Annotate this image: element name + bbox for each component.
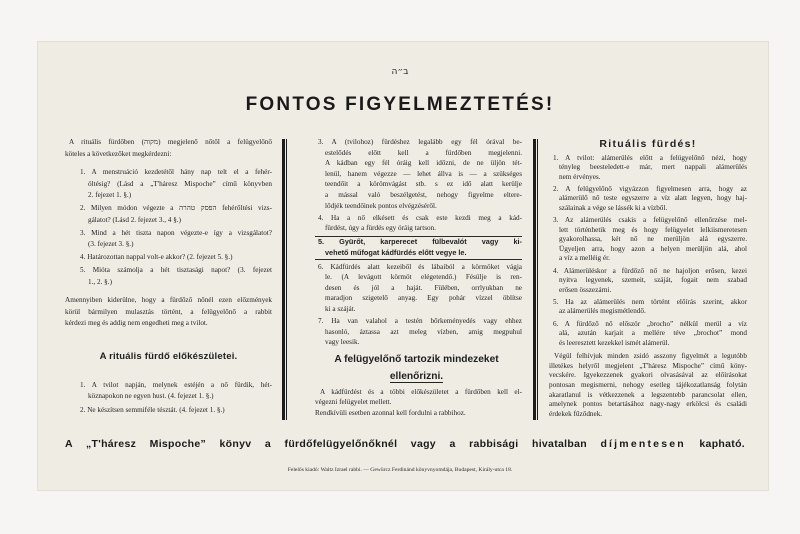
text-line: kérdezi meg és addig nem engedheti meg a tvilot. [65,319,208,327]
column-divider-left [282,139,287,420]
availability-notice-emphasis: díjmentesen [600,438,686,450]
text-line: nyitva legyenek, szemeit, száját, fogait nem szabad [559,276,747,285]
preparation-item-1 [65,380,272,403]
text-line: 1., 2. §.) [88,277,112,286]
text-line: öltésig? (Lásd a „T'háresz Mispoche” című könyvben [88,179,272,188]
text-line: maradjon szigetelő anyag. Egy pohár vízzel öblítse [325,294,522,303]
text-line: 4. Ha a nő elkésett és csak este kezdi meg a kád- [318,213,522,222]
text-line: köteles a következőket megkérdezni: [65,149,172,158]
supervisor-heading-line-2-wrap [301,368,532,385]
text-line: 5. Gyürőt, karperecet fülbevalót vagy ki- [318,237,522,247]
text-line: vecskére. Igyekezzenek gyakori olvasásával az előírásokat [549,371,747,380]
hebrew-header: ב״ה [391,67,409,77]
text-line: 6. Kádfürdés alatt kezeiből és lábaiból a körmöket vágja [318,262,522,271]
page-title: FONTOS FIGYELMEZTETÉS! [245,94,555,115]
text-line: gyakorolhassa, két nő ne merüljön alá egyszerre. [559,235,747,244]
preparation-item-2 [65,405,272,417]
text-line: illetékes helyről megjelent „T'háresz Mispoche” című köny- [549,361,747,370]
text-line: 1. A menstruáció kezdetétől hány nap telt el a fehér- [80,168,272,176]
text-line: 4. Határozottan nappal volt-e akkor? (2. fejezet 5. §.) [80,253,233,261]
text-line: 2. fejezet 1. §.) [88,191,132,199]
text-line: alá, azután karjait a mellére téve „brochot” mond [559,329,747,338]
text-line: 3. Az alámerülés csakis a felügyelőnő ellenőrzése mel- [553,216,747,225]
left-column [65,137,272,416]
immersion-item-4 [549,267,747,296]
availability-notice-text: A „T'háresz Mispoche” könyv a fürdőfelügyelőnőknél vagy a rabbisági hivatalban [65,438,587,450]
text-line: A kádfürdést és a többi előkészületet a fürdőben kell el- [320,387,522,396]
text-line: 3. Mind a hét tiszta napon végezte-e így a vizsgálatot? [80,228,272,237]
text-line: 1. A tvilot: alámerülés előtt a felügyelőnő nézi, hogy [553,153,747,162]
text-line: alámerülő nő teste egyszerre a víz alatt legyen, hogy haj- [559,194,747,203]
preparation-item-3 [315,137,522,211]
text-line: 2. A felügyelőnő vigyázzon figyelmesen arra, hogy az [553,184,747,193]
middle-column [315,137,522,419]
question-item-2 [65,203,272,226]
text-line: lett történhetik meg és hogy felügyelet lelkiismeretesen [559,225,747,234]
text-line: desen és jól a haját. Fülében, orrlyukban ne [325,283,522,292]
text-line: 5. Mióta számolja a hét tisztasági napot? (3. fejezet [80,266,272,274]
text-line: 1. A tvilot napján, melynek estéjén a nő fürdik, hét- [80,380,272,389]
text-line: az alámerülés megismétlendő. [559,307,646,316]
text-line: vehető műfogat kádfürdés előtt vegye le. [325,247,467,257]
text-line: Amennyiben kiderülne, hogy a fürdőző nőnél ezen előzmények [65,296,272,304]
column-divider-right [533,139,538,420]
immersion-item-1 [549,154,747,183]
text-line: a víz a melléig ér. [559,254,610,263]
text-line: 2. Ne készítsen semmiféle tésztát. (4. fejezet 1. §.) [80,405,225,414]
text-line: teendőit a körömvágást stb. s ez idő alatt kerülje [325,180,522,189]
text-line: ki a száját. [325,304,356,313]
supervisor-heading-line-2: ellenőrizni. [389,370,444,382]
immersion-item-3 [549,216,747,264]
text-line: 2. Milyen módon végezte a הפסק טהרה fehérőltési vizs- [80,204,272,212]
text-line: estelődés előtt kell a fürdőben megjelenni. [325,148,522,157]
text-line: nem érvényes. [559,172,601,181]
immersion-heading: Rituális fürdés! [599,138,697,150]
preparations-heading: A rituális fürdő előkészületei. [99,350,238,362]
availability-notice [65,436,745,452]
closing-paragraph [315,387,522,408]
question-item-4 [65,252,272,264]
omission-note [65,295,272,330]
text-line: 4. Alámerüléskor a fürdőző nő ne hajoljon erősen, kezei [553,266,747,275]
supervisor-heading-line-1: A felügyelőnő tartozik mindezeket [334,353,499,365]
question-item-3 [65,228,272,251]
publisher-imprint: Felelős kiadó: Waltz Izrael rabbi. — Gewürcz Ferdinánd könyvnyomdája, Budapest, Király-utca 18. [287,467,513,473]
closing-appeal [549,352,747,419]
intro-paragraph [65,137,272,160]
text-line: végezni felügyelet mellett. [315,398,392,407]
text-line: köznapokon ne egyen hust. (4. fejezet 1. §.) [88,392,214,400]
text-line: 6. A fürdőző nő először „brocho” nélkül merül a víz [553,319,747,328]
supervisor-heading [301,351,532,385]
text-line: amelynek pontos betartásához nagy-nagy erkölcsi és családi [549,400,747,409]
immersion-item-2 [549,185,747,214]
text-line: tényleg beesteledett-e már, mert nappali alámerülés [559,163,747,172]
text-line: 7. Ha van valahol a testén bőrkeményedés vagy ehhez [318,317,522,325]
question-item-1 [65,167,272,202]
text-line: körül bármilyen mulasztás történt, a felügyelőnő a rabbit [65,307,272,316]
preparation-item-5-emphasized [315,236,522,260]
text-line: le. (A levágott körmöt elégetendő.) Fésülje is ren- [325,273,522,282]
immersion-item-6 [549,320,747,349]
preparation-item-7 [315,316,522,348]
text-line: pontosan megismerni, nehogy esetleg tájékozatlanság folytán [549,381,747,390]
text-line: vagy leesik. [325,338,360,347]
text-line: Végül felhívjuk minden zsidó asszony figyelmét a legutóbb [554,352,747,361]
text-line: 3. A (tvilohoz) fürdéshez legalább egy fél órával be- [318,138,522,146]
emergency-note [315,408,522,419]
preparation-item-6 [315,262,522,315]
question-item-5 [65,265,272,288]
text-line: A kádban egy fél óráig kell időzni, de ne üljön tét- [325,159,522,168]
text-line: (3. fejezet 3. §.) [88,240,134,248]
text-line: és leeresztett kezekkel ismét alámerül. [559,338,670,347]
text-line: Ügyeljen arra, hogy azon a helyen merüljön alá, ahol [559,244,747,253]
availability-notice-end: kapható. [699,438,745,450]
text-line: lődjék teendőinek pontos elvégzéséről. [325,201,437,210]
text-line: fürdést, úgy a fürdés egy óráig tartson. [325,224,436,233]
text-line: akaratlanul is vétkezzenek a legszentebb parancsolat ellen, [549,390,747,399]
text-line: 5. Ha az alámerülés nem történt előírás szerint, akkor [553,297,747,306]
right-column [549,137,747,419]
text-line: a mással való beszélgetést, nehogy figyelme eltere- [325,190,522,199]
preparation-item-4 [315,213,522,234]
text-line: Rendkívüli esetben azonnal kell fordulni a rabbihoz. [315,408,466,417]
immersion-item-5 [549,298,747,317]
text-line: érdekek fűződnek. [549,409,603,418]
text-line: szálainak a vége se lássék ki a vízből. [559,203,668,212]
text-line: A rituális fürdőben (מקוה) megjelenő nőtől a felügyelőnő [69,138,272,146]
text-line: gálatot? (Lásd 2. fejezet 3., 4 §.) [88,215,181,224]
text-line: lenül, hanem végezze — lehet állva is — a szükséges [325,169,522,178]
text-line: hasonló, áztassa azt meleg vízben, amig megpuhul [325,327,522,336]
text-line: erősen összezárni. [559,285,612,294]
